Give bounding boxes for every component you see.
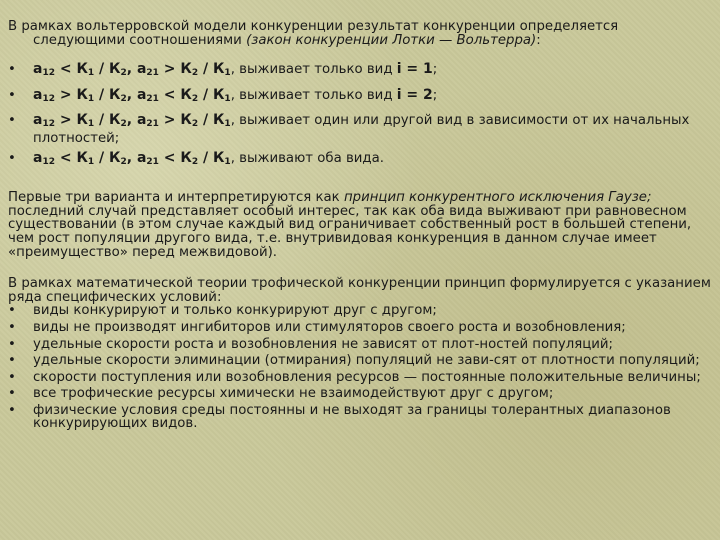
formula-item bbox=[8, 63, 712, 81]
bullet-icon: • bbox=[8, 87, 16, 103]
bullet-icon: • bbox=[8, 369, 16, 385]
condition-item bbox=[8, 354, 712, 368]
species-index: i = 1 bbox=[396, 61, 433, 78]
condition-text: виды не производят ингибиторов или стимуляторов своего роста и возобновления; bbox=[33, 319, 626, 335]
bullet-icon: • bbox=[8, 386, 16, 402]
bullet-icon: • bbox=[8, 336, 16, 352]
condition-text: удельные скорости элиминации (отмирания) популяций не зави-сят от плотности популяций; bbox=[33, 353, 700, 369]
gause-text-rest: последний случай представляет особый интерес, так как оба вида выживают при равновесном существовании (в этом случае каждый вид ограничивает собственный рост в большей степени, чем рост популяции другого вида, т.е. внутривидовая конкуренция в данном случае имеет «преимущество» перед межвидовой). bbox=[8, 203, 692, 260]
condition-item bbox=[8, 404, 712, 431]
condition-text: все трофические ресурсы химически не взаимодействуют друг с другом; bbox=[33, 386, 554, 402]
formula-end: ; bbox=[432, 62, 438, 78]
trophic-intro: В рамках математической теории трофической конкуренции принцип формулируется с указанием ряда специфических условий: bbox=[8, 276, 711, 305]
condition-text: скорости поступления или возобновления ресурсов — постоянные положительные величины; bbox=[33, 369, 701, 385]
gause-text-start: Первые три варианта и интерпретируются как bbox=[8, 190, 344, 206]
formula-text: , выживает только вид bbox=[230, 62, 397, 78]
condition-item bbox=[8, 321, 712, 335]
condition-text: удельные скорости роста и возобновления не зависят от плот-ностей популяций; bbox=[33, 336, 614, 352]
gause-paragraph bbox=[8, 191, 712, 259]
intro-line-2 bbox=[8, 34, 541, 48]
formula-item bbox=[8, 114, 712, 145]
formula-item bbox=[8, 86, 712, 107]
formula-text: , выживают оба вида. bbox=[230, 150, 385, 166]
condition-item bbox=[8, 338, 712, 352]
bullet-icon: • bbox=[8, 402, 16, 418]
condition-text: физические условия среды постоянны и не выходят за границы толерантных диапазонов конкурирующих видов. bbox=[33, 402, 671, 432]
formula-text: , выживает один или другой вид в зависимости от их начальных плотностей; bbox=[33, 113, 690, 146]
formula-end: ; bbox=[432, 87, 438, 103]
formula-text: , выживает только вид bbox=[230, 87, 397, 103]
intro-line-2-text: следующими соотношениями bbox=[33, 32, 247, 48]
intro-line-1: В рамках вольтерровской модели конкуренции результат конкуренции определяется bbox=[8, 19, 619, 34]
bullet-icon: • bbox=[8, 62, 16, 78]
condition-text: виды конкурируют и только конкурируют друг с другом; bbox=[33, 303, 437, 319]
gause-principle: принцип конкурентного исключения Гаузе; bbox=[343, 190, 652, 206]
bullet-icon: • bbox=[8, 353, 16, 369]
formula-expression: $a_{12} < К_1 / К_2$, $a_{21} > К_2 / К_1$ bbox=[33, 61, 231, 79]
formula-item bbox=[8, 149, 712, 170]
law-name: (закон конкуренции Лотки — Вольтерра) bbox=[246, 32, 537, 48]
bullet-icon: • bbox=[8, 319, 16, 335]
formula-expression: $a_{12} > К_1 / К_2$, $a_{21} > К_2 / К_1$ bbox=[33, 112, 231, 130]
slide-content bbox=[8, 20, 712, 434]
formula-expression: $a_{12} > К_1 / К_2$, $a_{21} < К_2 / К_1$ bbox=[33, 86, 231, 104]
condition-item bbox=[8, 387, 712, 401]
formula-expression: $a_{12} < К_1 / К_2$, $a_{21} < К_2 / К_1$ bbox=[33, 149, 231, 167]
formula-list bbox=[8, 63, 712, 169]
bullet-icon: • bbox=[8, 303, 16, 319]
bullet-icon: • bbox=[8, 113, 16, 129]
conditions-list bbox=[8, 304, 712, 431]
intro-line-2-end: : bbox=[536, 32, 541, 48]
intro-paragraph bbox=[8, 20, 712, 47]
condition-item bbox=[8, 371, 712, 385]
bullet-icon: • bbox=[8, 150, 16, 166]
condition-item bbox=[8, 304, 712, 318]
species-index: i = 2 bbox=[396, 86, 433, 103]
